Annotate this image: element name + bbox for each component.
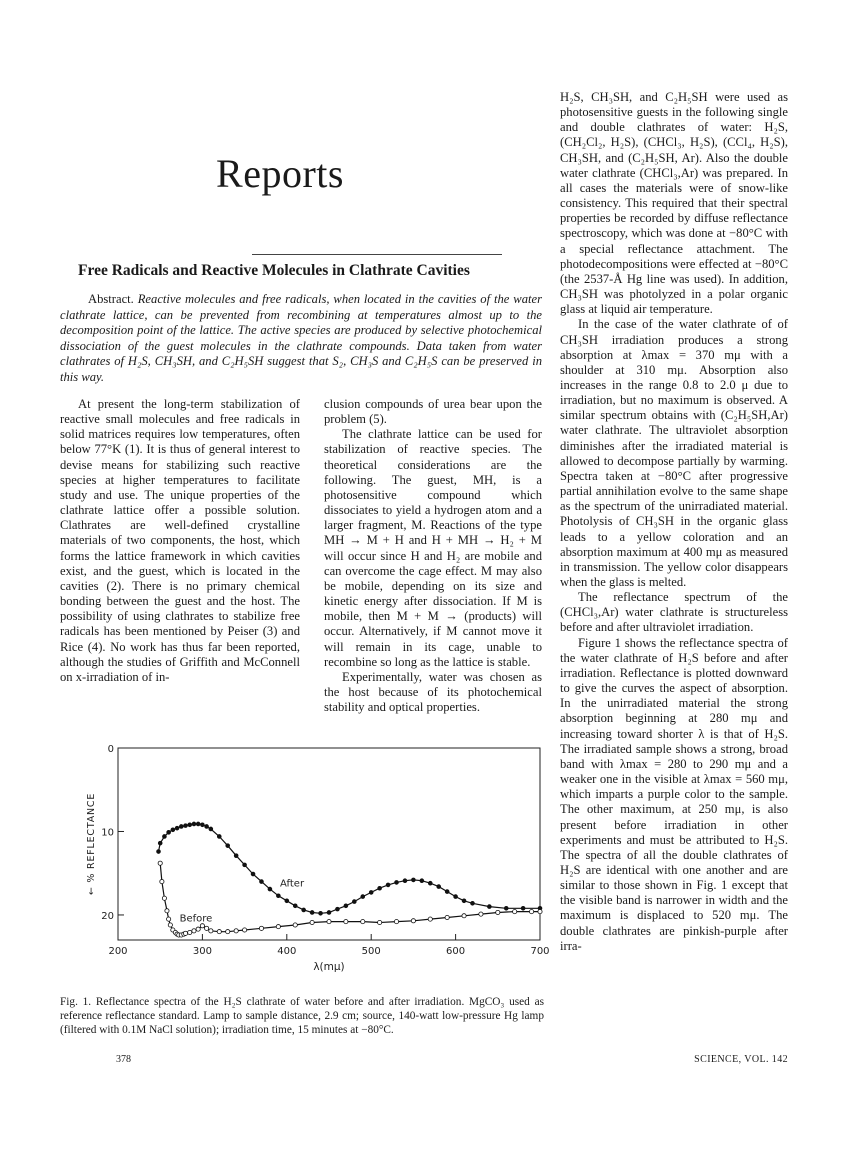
series-label-after: After	[280, 878, 305, 890]
reflectance-chart	[80, 742, 550, 982]
data-point-after	[428, 881, 432, 885]
data-point-before	[462, 914, 466, 918]
data-point-before	[378, 920, 382, 924]
data-point-after	[188, 823, 192, 827]
data-point-after	[268, 887, 272, 891]
data-point-before	[513, 910, 517, 914]
data-point-before	[411, 919, 415, 923]
data-point-after	[192, 822, 196, 826]
x-tick-label: 400	[277, 946, 297, 957]
data-point-before	[276, 925, 280, 929]
paragraph: H₂S, CH₃SH, and C₂H₅SH were used as photosensitive guests in the following single and double clathrates of water: H₂S, (CH₂Cl₂, H₂S), (CHCl₃, H₂S), (CCl₄, H₂S), CH₃SH, and (C₂H₅SH, Ar). Also the double water clathrate (CHCl₃,Ar) was prepared. In all cases the materials were of snow-like consistency. This required that their spectral properties be recorded by diffuse reflectance spectroscopy, which was done at −80°C with a special reflectance attachment. The photodecompositions were effected at −80°C (the 2537-Å Hg line was used). In addition, CH₃SH was photolyzed in a polar organic glass at liquid air temperature.	[560, 90, 788, 317]
data-point-after	[171, 828, 175, 832]
abstract-text: Reactive molecules and free radicals, when located in the cavities of the water clathrate lattice, can be prevented from recombining at temperatures almost up to the decomposition point of the lattice. The active species are produced by selective photochemical dissociation of the guest molecules in the clathrate compounds. Data taken from water clathrates of H₂S, CH₃SH, and C₂H₅SH suggest that S₂, CH₃S and C₂H₅S can be preserved in this way.	[60, 292, 542, 384]
y-tick-label: 10	[101, 827, 114, 839]
data-point-after	[205, 825, 209, 829]
data-point-before	[234, 929, 238, 933]
data-point-after	[310, 911, 314, 915]
data-point-after	[521, 906, 525, 910]
paragraph: In the case of the water clathrate of of CH₃SH irradiation produces a strong absorption at λmax = 370 mμ with a shoulder at 310 mμ. Absorption also increases in the range 0.8 to 2.0 μ due to irradiation, but no maximum is observed. A similar spectrum obtains with (C₂H₅SH,Ar) water clathrate. The ultraviolet absorption diminishes after the irradiated material is allowed to decompose partially by warming. Spectra taken at −80°C after progressive partial annihilation evolve to the same shape as the spectrum of the unirradiated material. Photolysis of CH₃SH in the organic glass leads to a yellow coloration and an absorption maximum at 400 mμ as measured in transmission. The yellow color disappears when the glass is melted.	[560, 317, 788, 589]
data-point-before	[243, 928, 247, 932]
data-point-after	[395, 881, 399, 885]
data-point-after	[369, 891, 373, 895]
x-tick-label: 500	[361, 946, 381, 957]
series-label-before: Before	[179, 913, 213, 925]
data-point-before	[394, 920, 398, 924]
data-point-after	[327, 911, 331, 915]
data-point-before	[496, 910, 500, 914]
data-point-after	[243, 863, 247, 867]
data-point-before	[165, 909, 169, 913]
x-axis-label: λ(mμ)	[313, 961, 345, 973]
page-number: 378	[116, 1054, 131, 1065]
paragraph: Experimentally, water was chosen as the host because of its photochemical stability and optical properties.	[324, 669, 542, 715]
data-point-before	[188, 930, 192, 934]
body-column-3	[560, 90, 788, 954]
data-point-after	[319, 911, 323, 915]
x-tick-label: 300	[192, 946, 212, 957]
data-point-after	[196, 822, 200, 826]
data-point-before	[196, 927, 200, 931]
data-point-after	[251, 872, 255, 876]
data-point-after	[420, 879, 424, 883]
y-tick-label: 0	[107, 744, 114, 755]
data-point-before	[445, 915, 449, 919]
figure-caption: Fig. 1. Reflectance spectra of the H₂S clathrate of water before and after irradiation. MgCO₃ used as reference reflectance standard. Lamp to sample distance, 2.9 cm; source, 140-watt low-pressure Hg lamp (filtered with 0.1M NaCl solution); irradiation time, 15 minutes at −80°C.	[60, 996, 544, 1036]
data-point-after	[293, 904, 297, 908]
paragraph: The reflectance spectrum of the (CHCl₃,Ar) water clathrate is structureless before and after ultraviolet irradiation.	[560, 590, 788, 635]
data-point-after	[487, 905, 491, 909]
data-point-after	[361, 895, 365, 899]
series-line-after	[159, 824, 541, 913]
paragraph: The clathrate lattice can be used for stabilization of reactive species. The theoretical considerations are the following. The guest, MH, is a photosensitive compound which dissociates to yield a hydrogen atom and a larger fragment, M. Reactions of the type MH → M + H and H + MH → H₂ + M will occur since H and H₂ are mobile and can overcome the cage effect. M may also be mobile, depending on its size and kinetic energy after dissociation. If M is mobile, then M + M → (products) will occur. Alternatively, if M cannot move it will remain in its cage, unable to recombine so long as the lattice is stable.	[324, 427, 542, 669]
data-point-after	[167, 830, 171, 834]
data-point-before	[167, 917, 171, 921]
data-point-before	[361, 920, 365, 924]
data-point-before	[479, 912, 483, 916]
series-line-before	[160, 863, 540, 935]
data-point-after	[454, 895, 458, 899]
data-point-after	[302, 908, 306, 912]
data-point-after	[175, 826, 179, 830]
x-tick-label: 600	[446, 946, 466, 957]
data-point-after	[260, 880, 264, 884]
data-point-before	[158, 861, 162, 865]
abstract	[60, 292, 542, 386]
data-point-after	[201, 823, 205, 827]
data-point-after	[209, 827, 213, 831]
data-point-after	[276, 894, 280, 898]
data-point-before	[344, 920, 348, 924]
data-point-after	[412, 878, 416, 882]
data-point-before	[226, 930, 230, 934]
data-point-after	[378, 886, 382, 890]
title-rule	[252, 254, 502, 255]
data-point-after	[504, 906, 508, 910]
paragraph: Figure 1 shows the reflectance spectra of the water clathrate of H₂S before and after irradiation. Reflectance is plotted downward to give the curves the aspect of absorption. In the unirradiated material the strong absorption beginning at 280 mμ and increasing toward shorter λ is that of H₂S. The irradiated sample shows a strong, broad band with λmax = 280 to 290 mμ and a weaker one in the visible at λmax = 560 mμ, which imparts a purple color to the sample. The other maximum, at 250 mμ, is also present before irradiation in other experiments and must be attributed to H₂S. The spectra of all the double clathrates of H₂S are identical with one another and are similar to those shown in Fig. 1 except that the visible band is narrower in width and the maximum is displaced to 520 mμ. The double clathrates are pinkish-purple after irra-	[560, 635, 788, 953]
data-point-before	[217, 930, 221, 934]
data-point-after	[336, 907, 340, 911]
data-point-before	[310, 920, 314, 924]
x-tick-label: 200	[108, 946, 128, 957]
journal-footer: SCIENCE, VOL. 142	[694, 1054, 788, 1065]
x-tick-label: 700	[530, 946, 550, 957]
data-point-after	[445, 890, 449, 894]
data-point-after	[163, 835, 167, 839]
data-point-after	[158, 841, 162, 845]
paragraph: clusion compounds of urea bear upon the problem (5).	[324, 397, 542, 427]
data-point-before	[160, 879, 164, 883]
data-point-after	[471, 901, 475, 905]
data-point-after	[285, 899, 289, 903]
data-point-after	[403, 879, 407, 883]
body-column-2	[324, 397, 542, 715]
data-point-before	[205, 926, 209, 930]
section-title: Reports	[216, 151, 344, 196]
data-point-before	[209, 929, 213, 933]
data-point-after	[344, 904, 348, 908]
data-point-after	[179, 825, 183, 829]
data-point-before	[327, 920, 331, 924]
data-point-after	[437, 885, 441, 889]
y-tick-label: 20	[101, 910, 114, 922]
data-point-before	[529, 910, 533, 914]
data-point-after	[184, 824, 188, 828]
data-point-before	[428, 917, 432, 921]
data-point-after	[226, 844, 230, 848]
data-point-before	[259, 926, 263, 930]
body-column-1	[60, 397, 300, 685]
data-point-after	[352, 900, 356, 904]
data-point-before	[538, 910, 542, 914]
data-point-after	[217, 835, 221, 839]
y-axis-label: ← % REFLECTANCE	[86, 792, 97, 896]
abstract-label: Abstract.	[88, 292, 134, 306]
data-point-after	[462, 899, 466, 903]
data-point-before	[192, 929, 196, 933]
data-point-before	[293, 923, 297, 927]
paragraph: At present the long-term stabilization of reactive small molecules and free radicals in solid matrices requires low temperatures, often below 77°K (1). It is thus of general interest to devise means for stabilizing such reactive species at higher temperatures to facilitate study and use. The unique properties of the clathrate lattice offer a possible solution. Clathrates are well-defined crystalline materials of two components, the host, which forms the lattice framework in which cavities exist, and the guest, which is located in the cavities (2). There is no primary chemical bonding between the guest and the host. The possibility of using clathrates to stabilize free radicals has been mentioned by Peiser (3) and Rice (4). No work has thus far been reported, although the studies of Griffith and McConnell on x-irradiation of in-	[60, 397, 300, 684]
data-point-after	[234, 854, 238, 858]
data-point-after	[157, 850, 161, 854]
article-title: Free Radicals and Reactive Molecules in Clathrate Cavities	[78, 262, 470, 279]
data-point-before	[162, 896, 166, 900]
data-point-before	[183, 931, 187, 935]
data-point-before	[168, 923, 172, 927]
data-point-after	[386, 883, 390, 887]
